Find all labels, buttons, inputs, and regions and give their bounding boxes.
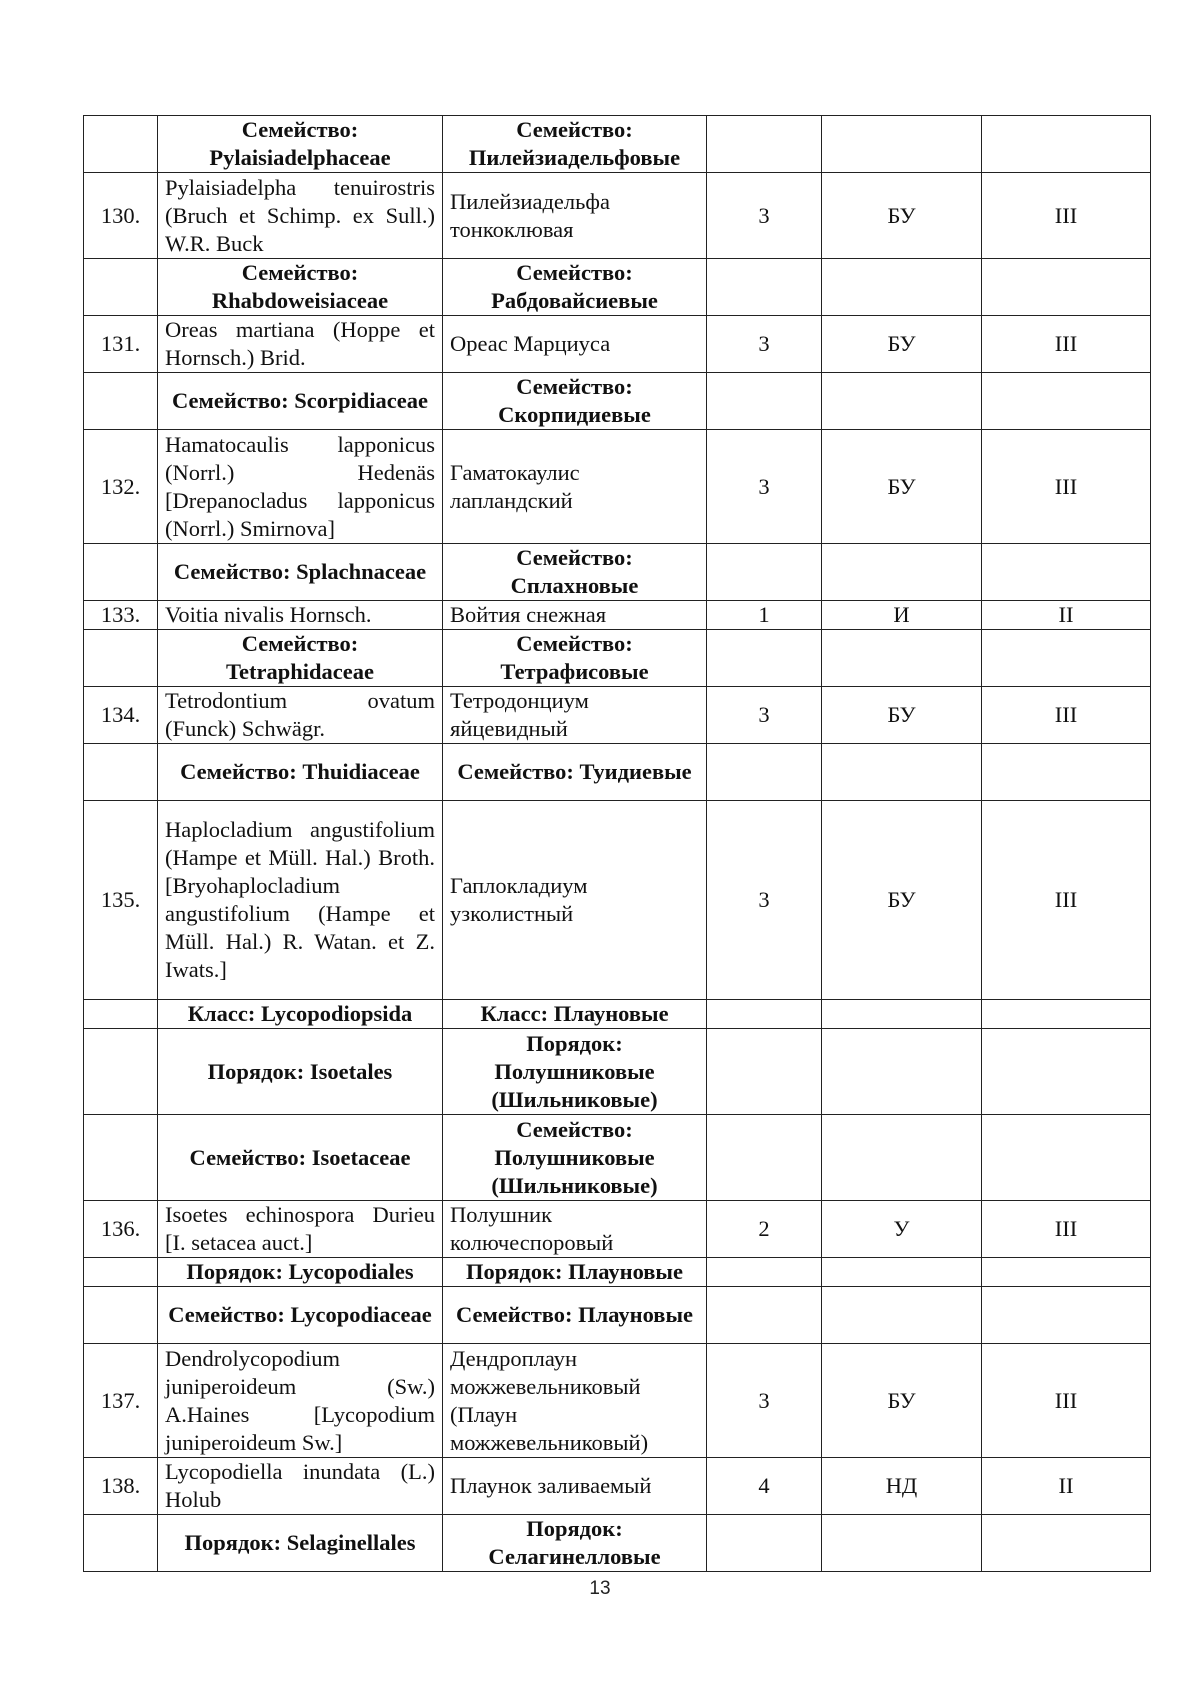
number-cell [84,1258,158,1287]
status-value: БУ [822,1344,982,1458]
priority-value: III [982,687,1151,744]
species-number: 135. [84,801,158,1000]
number-cell [84,1000,158,1029]
russian-taxon-header: Семейство: Пилейзиадельфовые [443,116,707,173]
taxon-header-row [84,259,1151,316]
category-cell [707,1258,822,1287]
latin-name: Voitia nivalis Hornsch. [158,601,443,630]
priority-cell [982,1515,1151,1572]
russian-name: Полушник колючеспоровый [443,1201,707,1258]
taxon-header-row [84,1287,1151,1344]
taxon-header-row [84,116,1151,173]
number-cell [84,744,158,801]
latin-taxon-header: Семейство: Tetraphidaceae [158,630,443,687]
species-row [84,801,1151,1000]
category-cell [707,1115,822,1201]
russian-name: Войтия снежная [443,601,707,630]
priority-cell [982,630,1151,687]
priority-cell [982,1287,1151,1344]
priority-cell [982,1258,1151,1287]
species-row [84,430,1151,544]
taxon-header-row [84,630,1151,687]
priority-cell [982,259,1151,316]
latin-taxon-header: Семейство: Scorpidiaceae [158,373,443,430]
latin-name: Haplocladium angustifolium (Hampe et Müll. Hal.) Broth. [Bryohaplocladium angustifolium (Hampe et Müll. Hal.) R. Watan. et Z. Iwats.] [158,801,443,1000]
status-cell [822,630,982,687]
species-row [84,173,1151,259]
russian-taxon-header: Порядок: Селагинелловые [443,1515,707,1572]
russian-taxon-header: Семейство: Рабдовайсиевые [443,259,707,316]
species-row [84,687,1151,744]
species-number: 134. [84,687,158,744]
number-cell [84,116,158,173]
status-value: НД [822,1458,982,1515]
russian-taxon-header: Порядок: Плауновые [443,1258,707,1287]
category-cell [707,544,822,601]
category-cell [707,373,822,430]
latin-taxon-header: Семейство: Thuidiaceae [158,744,443,801]
status-cell [822,544,982,601]
category-value: 3 [707,430,822,544]
latin-name: Oreas martiana (Hoppe et Hornsch.) Brid. [158,316,443,373]
latin-taxon-header: Семейство: Isoetaceae [158,1115,443,1201]
taxon-header-row [84,744,1151,801]
priority-cell [982,744,1151,801]
species-number: 133. [84,601,158,630]
status-cell [822,116,982,173]
taxon-header-row [84,373,1151,430]
species-number: 130. [84,173,158,259]
species-row [84,1201,1151,1258]
priority-cell [982,544,1151,601]
latin-name: Hamatocaulis lapponicus (Norrl.) Hedenäs [Drepanocladus lapponicus (Norrl.) Smirnova] [158,430,443,544]
priority-cell [982,116,1151,173]
latin-taxon-header: Порядок: Isoetales [158,1029,443,1115]
category-cell [707,630,822,687]
status-value: БУ [822,430,982,544]
russian-name: Пилейзиадельфа тонкоклювая [443,173,707,259]
category-value: 3 [707,801,822,1000]
taxon-header-row [84,1115,1151,1201]
status-cell [822,373,982,430]
priority-value: II [982,1458,1151,1515]
species-number: 132. [84,430,158,544]
species-row [84,1458,1151,1515]
russian-taxon-header: Семейство: Полушниковые (Шильниковые) [443,1115,707,1201]
priority-value: III [982,1201,1151,1258]
status-value: И [822,601,982,630]
status-cell [822,1029,982,1115]
status-value: БУ [822,687,982,744]
russian-taxon-header: Семейство: Туидиевые [443,744,707,801]
russian-name: Тетродонциум яйцевидный [443,687,707,744]
priority-cell [982,1000,1151,1029]
russian-name: Плаунок заливаемый [443,1458,707,1515]
priority-value: III [982,430,1151,544]
status-cell [822,1000,982,1029]
species-row [84,1344,1151,1458]
number-cell [84,1115,158,1201]
priority-value: II [982,601,1151,630]
latin-taxon-header: Порядок: Selaginellales [158,1515,443,1572]
species-number: 131. [84,316,158,373]
status-cell [822,744,982,801]
latin-name: Dendrolycopodium juniperoideum (Sw.) A.Haines [Lycopodium juniperoideum Sw.] [158,1344,443,1458]
category-value: 3 [707,173,822,259]
category-value: 3 [707,1344,822,1458]
category-cell [707,116,822,173]
priority-value: III [982,1344,1151,1458]
priority-cell [982,373,1151,430]
priority-value: III [982,173,1151,259]
latin-name: Isoetes echinospora Durieu [I. setacea auct.] [158,1201,443,1258]
number-cell [84,373,158,430]
latin-taxon-header: Семейство: Lycopodiaceae [158,1287,443,1344]
latin-taxon-header: Семейство: Rhabdoweisiaceae [158,259,443,316]
category-cell [707,744,822,801]
taxon-header-row [84,1029,1151,1115]
russian-taxon-header: Семейство: Плауновые [443,1287,707,1344]
category-cell [707,1515,822,1572]
latin-taxon-header: Семейство: Splachnaceae [158,544,443,601]
category-cell [707,1029,822,1115]
latin-name: Lycopodiella inundata (L.) Holub [158,1458,443,1515]
category-value: 4 [707,1458,822,1515]
russian-name: Гаплокладиум узколистный [443,801,707,1000]
latin-taxon-header: Порядок: Lycopodiales [158,1258,443,1287]
species-number: 138. [84,1458,158,1515]
number-cell [84,1287,158,1344]
species-row [84,601,1151,630]
status-cell [822,1115,982,1201]
number-cell [84,544,158,601]
taxon-header-row [84,1515,1151,1572]
russian-name: Дендроплаун можжевельниковый (Плаун можжевельниковый) [443,1344,707,1458]
status-cell [822,259,982,316]
taxon-header-row [84,1258,1151,1287]
category-cell [707,1287,822,1344]
category-value: 3 [707,316,822,373]
status-value: БУ [822,173,982,259]
latin-name: Tetrodontium ovatum (Funck) Schwägr. [158,687,443,744]
latin-name: Pylaisiadelpha tenuirostris (Bruch et Schimp. ex Sull.) W.R. Buck [158,173,443,259]
category-cell [707,1000,822,1029]
russian-taxon-header: Класс: Плауновые [443,1000,707,1029]
priority-cell [982,1029,1151,1115]
species-table [83,115,1151,1572]
russian-taxon-header: Семейство: Тетрафисовые [443,630,707,687]
status-cell [822,1258,982,1287]
status-value: У [822,1201,982,1258]
species-row [84,316,1151,373]
number-cell [84,259,158,316]
priority-value: III [982,316,1151,373]
number-cell [84,630,158,687]
status-cell [822,1287,982,1344]
number-cell [84,1029,158,1115]
taxon-header-row [84,544,1151,601]
russian-taxon-header: Семейство: Сплахновые [443,544,707,601]
species-number: 136. [84,1201,158,1258]
status-value: БУ [822,801,982,1000]
category-value: 2 [707,1201,822,1258]
russian-name: Ореас Марциуса [443,316,707,373]
species-number: 137. [84,1344,158,1458]
status-cell [822,1515,982,1572]
category-value: 3 [707,687,822,744]
page-number: 13 [589,1578,611,1599]
category-value: 1 [707,601,822,630]
russian-name: Гаматокаулис лапландский [443,430,707,544]
latin-taxon-header: Семейство: Pylaisiadelphaceae [158,116,443,173]
russian-taxon-header: Порядок: Полушниковые (Шильниковые) [443,1029,707,1115]
russian-taxon-header: Семейство: Скорпидиевые [443,373,707,430]
number-cell [84,1515,158,1572]
priority-value: III [982,801,1151,1000]
priority-cell [982,1115,1151,1201]
taxon-header-row [84,1000,1151,1029]
status-value: БУ [822,316,982,373]
latin-taxon-header: Класс: Lycopodiopsida [158,1000,443,1029]
category-cell [707,259,822,316]
